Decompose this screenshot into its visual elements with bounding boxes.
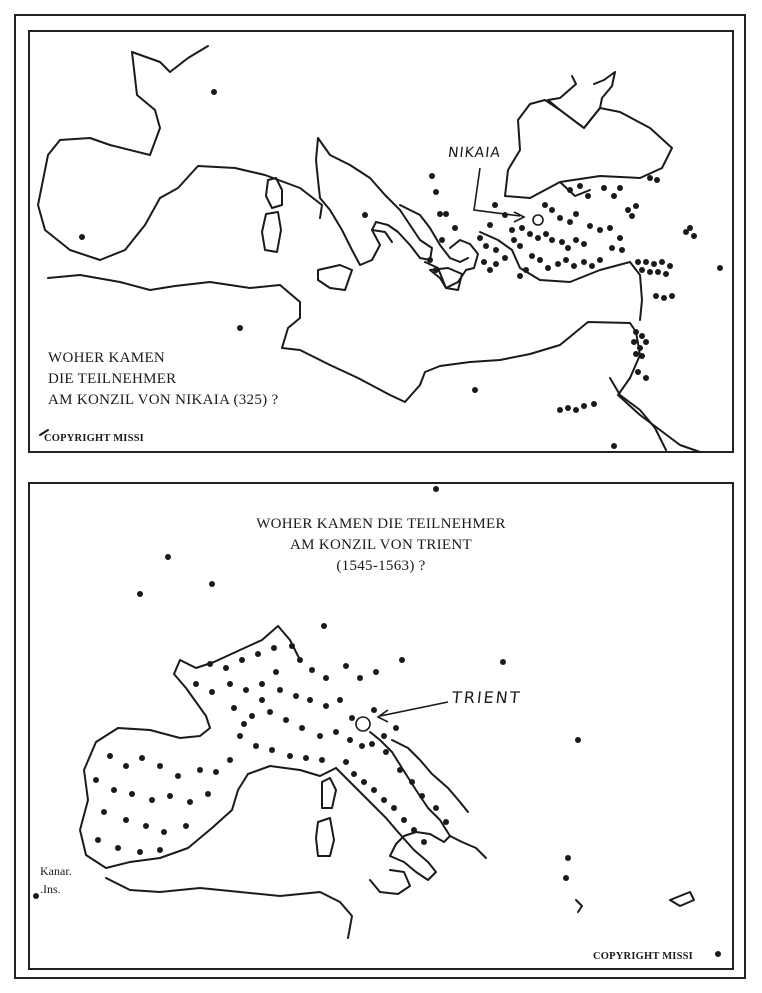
title-line: DIE TEILNEHMER [48, 371, 177, 387]
coastlines-trient [80, 626, 694, 938]
map-title-nikaia [48, 348, 278, 411]
site-label-nikaia: NIKAIA [447, 145, 502, 161]
copyright-trient: COPYRIGHT MISSI [593, 951, 693, 962]
islands-label [40, 862, 72, 898]
trient-marker [356, 702, 448, 731]
islands-label-line: Kanar. [40, 864, 72, 878]
title-line: AM KONZIL VON NIKAIA (325) ? [48, 392, 279, 408]
map-title-trient [200, 514, 562, 577]
site-label-trient: TRIENT [451, 688, 523, 707]
title-line: (1545-1563) ? [336, 558, 426, 574]
title-line: WOHER KAMEN DIE TEILNEHMER [256, 516, 506, 532]
copyright-nikaia: COPYRIGHT MISSI [44, 433, 144, 444]
title-line: AM KONZIL VON TRIENT [290, 537, 472, 553]
islands-label-line: .Ins. [40, 882, 61, 896]
title-line: WOHER KAMEN [48, 350, 166, 366]
